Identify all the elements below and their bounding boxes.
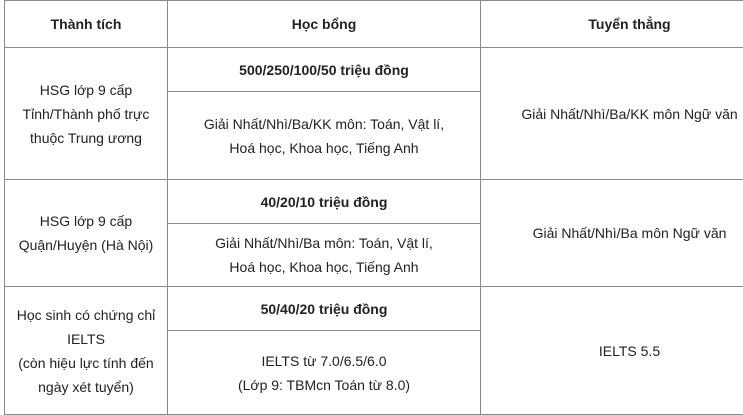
scholarship-table xyxy=(4,0,743,415)
condition-line: (Lớp 9: TBMcn Toán từ 8.0) xyxy=(237,376,411,393)
achievement-line: ngày xét tuyển) xyxy=(38,378,134,395)
scholarship-condition xyxy=(168,331,481,415)
condition-line: IELTS từ 7.0/6.5/6.0 xyxy=(261,352,387,369)
achievement-cell xyxy=(5,180,168,287)
achievement-line: IELTS xyxy=(67,330,105,347)
scholarship-amount: 50/40/20 triệu đồng xyxy=(168,287,481,331)
condition-line: Giải Nhất/Nhì/Ba/KK môn: Toán, Vật lí, xyxy=(203,115,445,132)
header-direct-admission: Tuyển thẳng xyxy=(481,1,743,48)
header-row xyxy=(5,1,743,48)
achievement-line: HSG lớp 9 cấp xyxy=(39,81,133,98)
achievement-cell xyxy=(5,48,168,180)
condition-line: Giải Nhất/Nhì/Ba môn: Toán, Vật lí, xyxy=(215,235,433,251)
direct-admission-cell: Giải Nhất/Nhì/Ba/KK môn Ngữ văn xyxy=(481,48,743,180)
achievement-line: Tỉnh/Thành phố trực xyxy=(22,105,150,122)
achievement-line: (còn hiệu lực tính đến xyxy=(18,354,154,371)
table-row xyxy=(5,180,743,224)
condition-line: Hoá học, Khoa học, Tiếng Anh xyxy=(229,139,419,156)
scholarship-condition xyxy=(168,224,481,287)
direct-admission-cell: IELTS 5.5 xyxy=(481,287,743,415)
condition-line: Hoá học, Khoa học, Tiếng Anh xyxy=(229,259,419,275)
header-scholarship: Học bổng xyxy=(168,1,481,48)
scholarship-amount: 40/20/10 triệu đồng xyxy=(168,180,481,224)
achievement-line: Quận/Huyện (Hà Nội) xyxy=(18,237,154,253)
achievement-line: Học sinh có chứng chỉ xyxy=(16,306,156,323)
scholarship-condition xyxy=(168,92,481,180)
direct-admission-cell: Giải Nhất/Nhì/Ba môn Ngữ văn xyxy=(481,180,743,287)
table-row xyxy=(5,48,743,92)
header-achievement: Thành tích xyxy=(5,1,168,48)
table-row xyxy=(5,287,743,331)
achievement-line: HSG lớp 9 cấp xyxy=(39,213,133,229)
achievement-line: thuộc Trung ương xyxy=(30,129,142,146)
achievement-cell xyxy=(5,287,168,415)
scholarship-amount: 500/250/100/50 triệu đồng xyxy=(168,48,481,92)
